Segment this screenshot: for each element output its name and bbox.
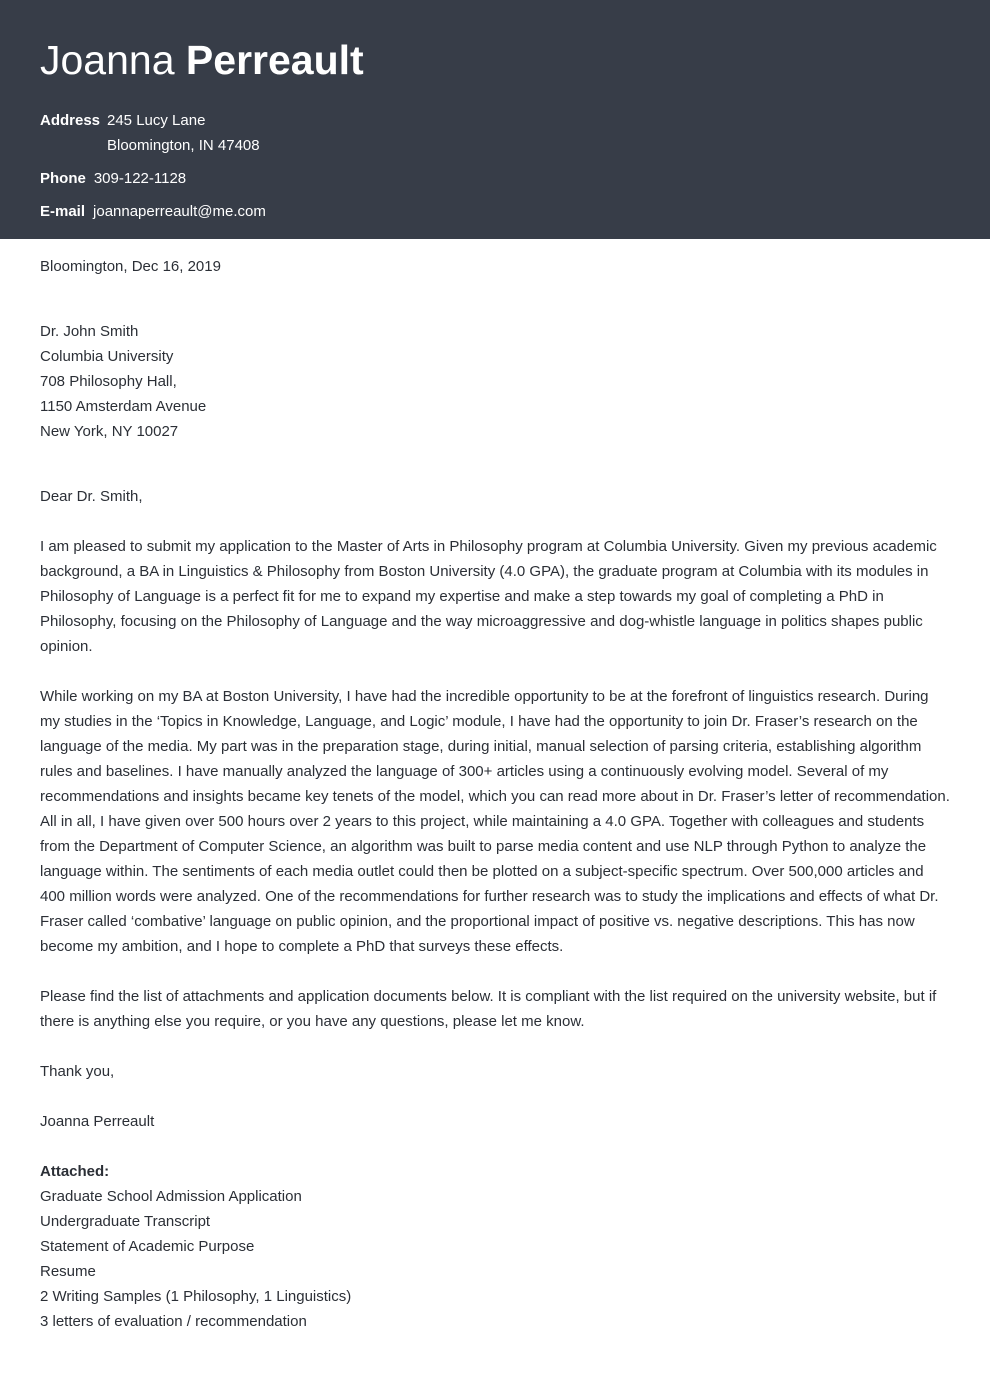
- attachments-block: [40, 1159, 950, 1334]
- address-label: Address: [40, 112, 101, 129]
- recipient-line: Columbia University: [40, 348, 174, 365]
- phone-label: Phone: [40, 170, 86, 187]
- attachment-item: Statement of Academic Purpose: [40, 1238, 255, 1255]
- recipient-line: 1150 Amsterdam Avenue: [40, 398, 207, 415]
- phone-value: 309-122-1128: [93, 170, 187, 187]
- recipient-block: [40, 319, 950, 444]
- body-paragraph: I am pleased to submit my application to the Master of Arts in Philosophy program at Columbia University. Given my previous academic background, a BA in Linguistics & Philosophy from Boston University (4.0 GPA), the graduate program at Columbia with its modules in Philosophy of Language is a perfect fit for me to expand my expertise and make a step towards my goal of completing a PhD in Philosophy, focusing on the Philosophy of Language and the way microaggressive and dog-whistle language in politics shapes public opinion.: [40, 538, 937, 655]
- attachments-title: Attached:: [40, 1163, 110, 1180]
- recipient-line: Dr. John Smith: [40, 323, 139, 340]
- address-value: [107, 108, 260, 158]
- email-label: E-mail: [40, 203, 86, 220]
- body-paragraph: Please find the list of attachments and application documents below. It is compliant with the list required on the university website, but if there is anything else you require, or you have any questions, please let me know.: [40, 988, 937, 1030]
- signature: Joanna Perreault: [40, 1113, 155, 1130]
- address-row: [40, 108, 260, 154]
- attachment-item: 3 letters of evaluation / recommendation: [40, 1313, 307, 1330]
- first-name: Joanna: [40, 37, 175, 83]
- email-row: [40, 199, 266, 224]
- email-value: joannaperreault@me.com: [93, 203, 266, 220]
- attachment-item: Graduate School Admission Application: [40, 1188, 302, 1205]
- closing: Thank you,: [40, 1063, 115, 1080]
- salutation: Dear Dr. Smith,: [40, 488, 143, 505]
- letter-body: [40, 254, 950, 1334]
- recipient-line: New York, NY 10027: [40, 423, 179, 440]
- address-line-2: Bloomington, IN 47408: [107, 137, 260, 154]
- attachment-item: 2 Writing Samples (1 Philosophy, 1 Linguistics): [40, 1288, 352, 1305]
- last-name: Perreault: [185, 37, 364, 83]
- applicant-name: [40, 36, 364, 84]
- phone-row: [40, 166, 186, 191]
- letter-date: Bloomington, Dec 16, 2019: [40, 258, 221, 275]
- letter-header: [0, 0, 990, 239]
- address-line-1: 245 Lucy Lane: [107, 112, 206, 129]
- attachment-item: Resume: [40, 1263, 96, 1280]
- body-paragraph: While working on my BA at Boston University, I have had the incredible opportunity to be at the forefront of linguistics research. During my studies in the ‘Topics in Knowledge, Language, and Logic’ module, I have had the opportunity to join Dr. Fraser’s research on the language of the media. My part was in the preparation stage, during initial, manual selection of parsing criteria, establishing algorithm rules and baselines. I have manually analyzed the language of 300+ articles using a continuously evolving model. Several of my recommendations and insights became key tenets of the model, which you can read more about in Dr. Fraser’s letter of recommendation. All in all, I have given over 500 hours over 2 years to this project, while maintaining a 4.0 GPA. Together with colleagues and students from the Department of Computer Science, an algorithm was built to parse media content and use NLP through Python to analyze the language within. The sentiments of each media outlet could then be plotted on a subject-specific spectrum. Over 500,000 articles and 400 million words were analyzed. One of the recommendations for further research was to study the implications and effects of what Dr. Fraser called ‘combative’ language on public opinion, and the proportional impact of positive vs. negative descriptions. This has now become my ambition, and I hope to complete a PhD that surveys these effects.: [40, 688, 950, 955]
- recipient-line: 708 Philosophy Hall,: [40, 373, 177, 390]
- attachment-item: Undergraduate Transcript: [40, 1213, 211, 1230]
